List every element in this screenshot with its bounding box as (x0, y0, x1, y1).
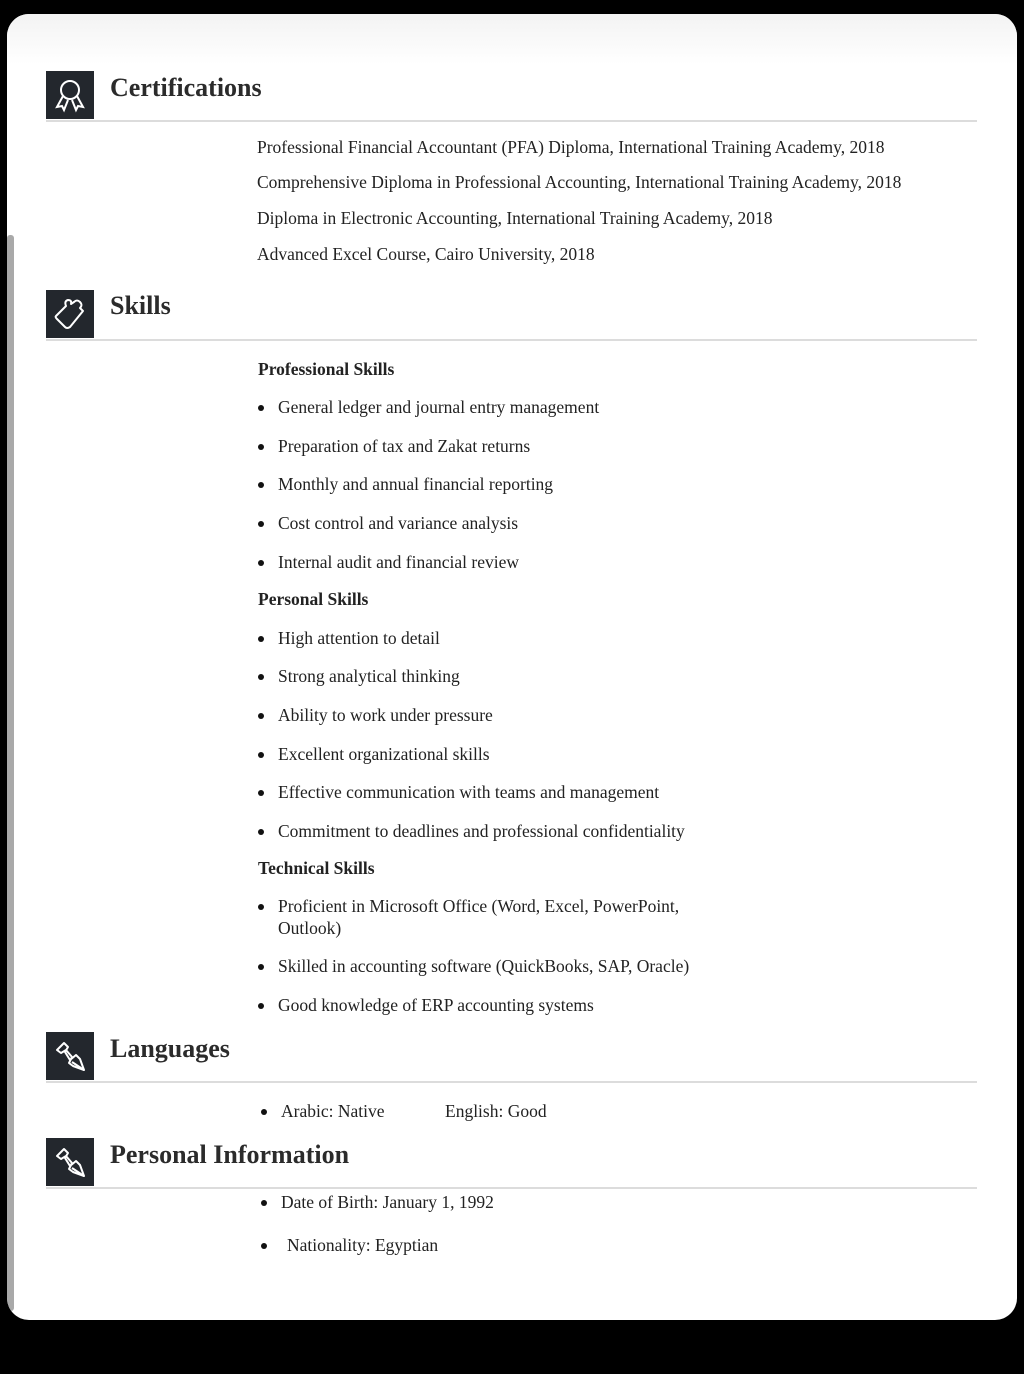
section-title-languages: Languages (110, 1034, 230, 1063)
subheading-professional-skills: Professional Skills (258, 359, 395, 379)
scrollbar[interactable] (7, 235, 14, 1311)
pushpin-icon (46, 1032, 94, 1080)
section-divider (46, 1187, 977, 1189)
top-fade (7, 14, 1017, 64)
award-ribbon-icon (46, 71, 94, 119)
section-title-certifications: Certifications (110, 73, 262, 102)
certification-item: Advanced Excel Course, Cairo University, 2018 (257, 244, 595, 264)
pushpin-icon (46, 1138, 94, 1186)
section-divider (46, 339, 977, 341)
section-divider (46, 120, 977, 122)
section-title-skills: Skills (110, 291, 171, 320)
certification-item: Comprehensive Diploma in Professional Accounting, International Training Academy, 2018 (257, 172, 902, 192)
subheading-personal-skills: Personal Skills (258, 589, 369, 609)
puzzle-piece-icon (46, 290, 94, 338)
language-english: English: Good (445, 1101, 547, 1121)
section-divider (46, 1081, 977, 1083)
certification-item: Diploma in Electronic Accounting, International Training Academy, 2018 (257, 208, 773, 228)
subheading-technical-skills: Technical Skills (258, 858, 375, 878)
certification-item: Professional Financial Accountant (PFA) Diploma, International Training Academy, 2018 (257, 137, 885, 157)
section-title-personal-information: Personal Information (110, 1140, 350, 1169)
resume-page: Certifications Professional Financial Accountant (PFA) Diploma, International Training Academy, 2018 Comprehensive Diploma in Professional Accounting, International Training Academy, 2018 Diploma in Electronic Accounting, International Training Academy, 2018 Advanced Excel Course, Cairo University, 2018 Skills Professional Skills General ledger and journal entry management Preparation of tax and Zakat returns Monthly and annual financial reporting Cost control and variance analysis Internal audit and financial review Personal Skills High attention to detail Strong analytical thinking Ability to work under pressure Excellent organizational skills Effective communication with teams and management Commitment to deadlines and professional confidentiality Technical Skills Proficient in Microsoft Office (Word, Excel, PowerPoint, Outlook) Skilled in accounting software (QuickBooks, SAP, Oracle) Good knowledge of ERP accounting systems Languages Arabic: Native English: Good Personal Information Date of Birth: January 1, 1992 Nationality: Egyptian (7, 14, 1017, 1320)
